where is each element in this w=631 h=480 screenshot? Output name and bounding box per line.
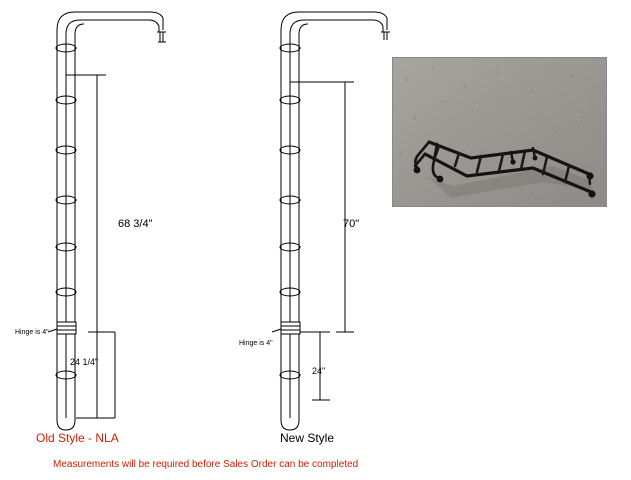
new-style-caption: New Style: [280, 431, 335, 445]
old-lower-dimension-label: 24 1/4": [70, 357, 99, 367]
new-style-ladder: [272, 12, 390, 430]
old-hinge-label: Hinge is 4": [15, 329, 49, 336]
ladder-photo: [392, 57, 607, 207]
new-main-dimension-label: 70": [343, 218, 360, 230]
new-lower-dimension-label: 24": [312, 366, 326, 376]
ladder-photo-graphic: [393, 58, 606, 206]
old-style-caption: Old Style - NLA: [36, 431, 119, 445]
footer-note: Measurements will be required before Sales Order can be completed: [53, 459, 359, 470]
new-hinge-label: Hinge is 4": [239, 340, 273, 347]
old-main-dimension-label: 68 3/4": [118, 218, 153, 230]
